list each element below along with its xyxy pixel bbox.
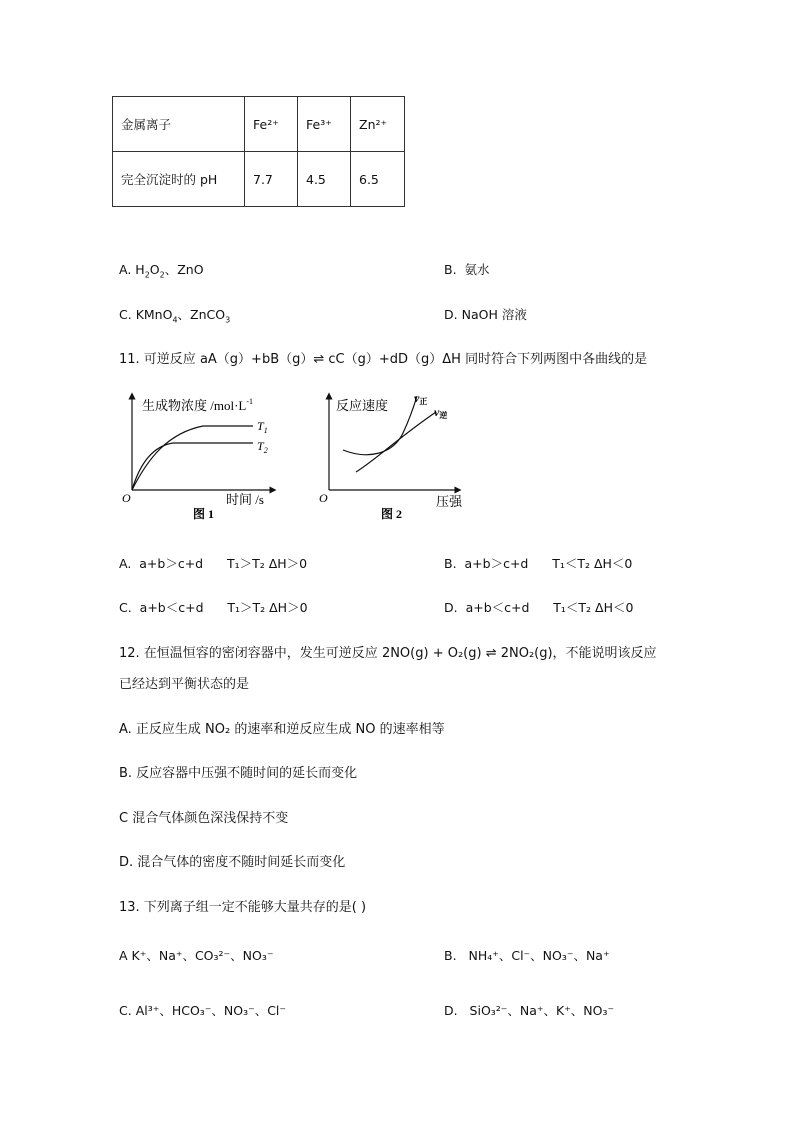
table-cell: 7.7 <box>245 152 298 207</box>
table-cell: Zn²⁺ <box>351 97 405 152</box>
option-temp: T₁＜T₂ ΔH＜0 <box>553 600 634 615</box>
table-cell: 4.5 <box>298 152 351 207</box>
q13-option-c <box>119 1001 286 1019</box>
q13-option-a <box>119 946 273 964</box>
option-cond: a+b＜c+d <box>465 600 530 615</box>
table-cell: Fe³⁺ <box>298 97 351 152</box>
option-sub: 2 <box>144 270 150 280</box>
fig1-xlabel: 时间 /s <box>226 492 264 507</box>
q10-option-d <box>444 305 527 323</box>
option-text: H <box>135 262 145 277</box>
table-row <box>113 152 405 207</box>
fig2-xlabel: 压强 <box>436 494 463 509</box>
fig1-curve-t1 <box>132 426 253 490</box>
option-temp: T₁＜T₂ ΔH＜0 <box>552 556 633 571</box>
option-label: D. <box>444 307 458 322</box>
fig1-label-t1: $T_1$ <box>257 419 268 435</box>
q11-option-b <box>444 554 632 572</box>
fig1-label-t2: $T_2$ <box>257 439 268 455</box>
option-text: NH₄⁺、Cl⁻、NO₃⁻、Na⁺ <box>468 948 610 963</box>
option-sub: 4 <box>172 315 178 325</box>
option-label: B. <box>444 948 457 963</box>
option-cond: a+b＞c+d <box>139 556 204 571</box>
fig1-caption: 图 1 <box>193 507 215 521</box>
option-label: A. <box>119 262 136 277</box>
option-cond: a+b＞c+d <box>464 556 529 571</box>
option-sub: 2 <box>159 270 165 280</box>
q10-option-b <box>444 260 490 278</box>
q12-option-a: A. 正反应生成 NO₂ 的速率和逆反应生成 NO 的速率相等 <box>119 722 445 737</box>
option-text: 、ZnO <box>164 262 204 277</box>
table-cell: 6.5 <box>351 152 405 207</box>
option-temp: T₁＞T₂ ΔH＞0 <box>226 556 308 571</box>
q11-option-d <box>444 598 633 616</box>
fig2-label-reverse: v逆 <box>434 405 448 420</box>
q13-option-b <box>444 946 610 964</box>
fig2-origin: O <box>319 491 328 505</box>
option-text: NaOH 溶液 <box>461 307 527 322</box>
fig2-label-forward: v正 <box>414 391 428 406</box>
q11-figures <box>118 388 478 528</box>
option-label: A. <box>119 556 132 571</box>
q11-option-a <box>119 554 307 572</box>
table-cell: Fe²⁺ <box>245 97 298 152</box>
option-text: KMnO <box>135 307 173 322</box>
q11-option-c <box>119 598 308 616</box>
fig1-curve-t2 <box>132 443 253 490</box>
table-row <box>113 97 405 152</box>
q13-option-d <box>444 1001 614 1019</box>
option-label: A <box>119 948 128 963</box>
q13-stem: 13. 下列离子组一定不能够大量共存的是( ) <box>119 900 367 915</box>
option-label: B. <box>444 556 457 571</box>
q10-option-a <box>119 260 204 280</box>
q12-option-d: D. 混合气体的密度不随时间延长而变化 <box>119 855 346 870</box>
fig2-caption: 图 2 <box>381 507 403 521</box>
option-label: B. <box>444 262 457 277</box>
fig2-ylabel: 反应速度 <box>336 398 389 413</box>
option-text: 氨水 <box>464 262 490 277</box>
table-cell: 完全沉淀时的 pH <box>113 152 245 207</box>
q11-stem: 11. 可逆反应 aA（g）+bB（g）⇌ cC（g）+dD（g）ΔH 同时符合下列两图中各曲线的是 <box>119 352 648 367</box>
option-text: O <box>149 262 160 277</box>
option-label: C. <box>119 307 136 322</box>
q10-option-c <box>119 305 230 325</box>
option-label: D. <box>444 1003 458 1018</box>
option-label: C. <box>119 600 132 615</box>
option-label: D. <box>444 600 458 615</box>
q12-stem-line1: 12. 在恒温恒容的密闭容器中，发生可逆反应 2NO(g) + O₂(g) ⇌ 2NO₂(g)，不能说明该反应 <box>119 646 657 661</box>
fig1-origin: O <box>122 491 131 505</box>
q12-stem-line2: 已经达到平衡状态的是 <box>119 677 250 692</box>
option-sub: 3 <box>225 315 231 325</box>
q12-option-c: C 混合气体颜色深浅保持不变 <box>119 811 289 826</box>
ph-table <box>112 96 405 207</box>
table-cell: 金属离子 <box>113 97 245 152</box>
option-temp: T₁＞T₂ ΔH＞0 <box>227 600 308 615</box>
fig2-curve-reverse <box>356 412 436 472</box>
option-text: SiO₃²⁻、Na⁺、K⁺、NO₃⁻ <box>469 1003 615 1018</box>
option-text: Al³⁺、HCO₃⁻、NO₃⁻、Cl⁻ <box>135 1003 286 1018</box>
option-text: K⁺、Na⁺、CO₃²⁻、NO₃⁻ <box>131 948 274 963</box>
q12-option-b: B. 反应容器中压强不随时间的延长而变化 <box>119 766 358 781</box>
fig1-ylabel: 生成物浓度 $/mol\cdot L^{-1}$ <box>142 397 254 413</box>
option-label: C. <box>119 1003 132 1018</box>
option-cond: a+b＜c+d <box>139 600 204 615</box>
option-text: 、ZnCO <box>177 307 226 322</box>
